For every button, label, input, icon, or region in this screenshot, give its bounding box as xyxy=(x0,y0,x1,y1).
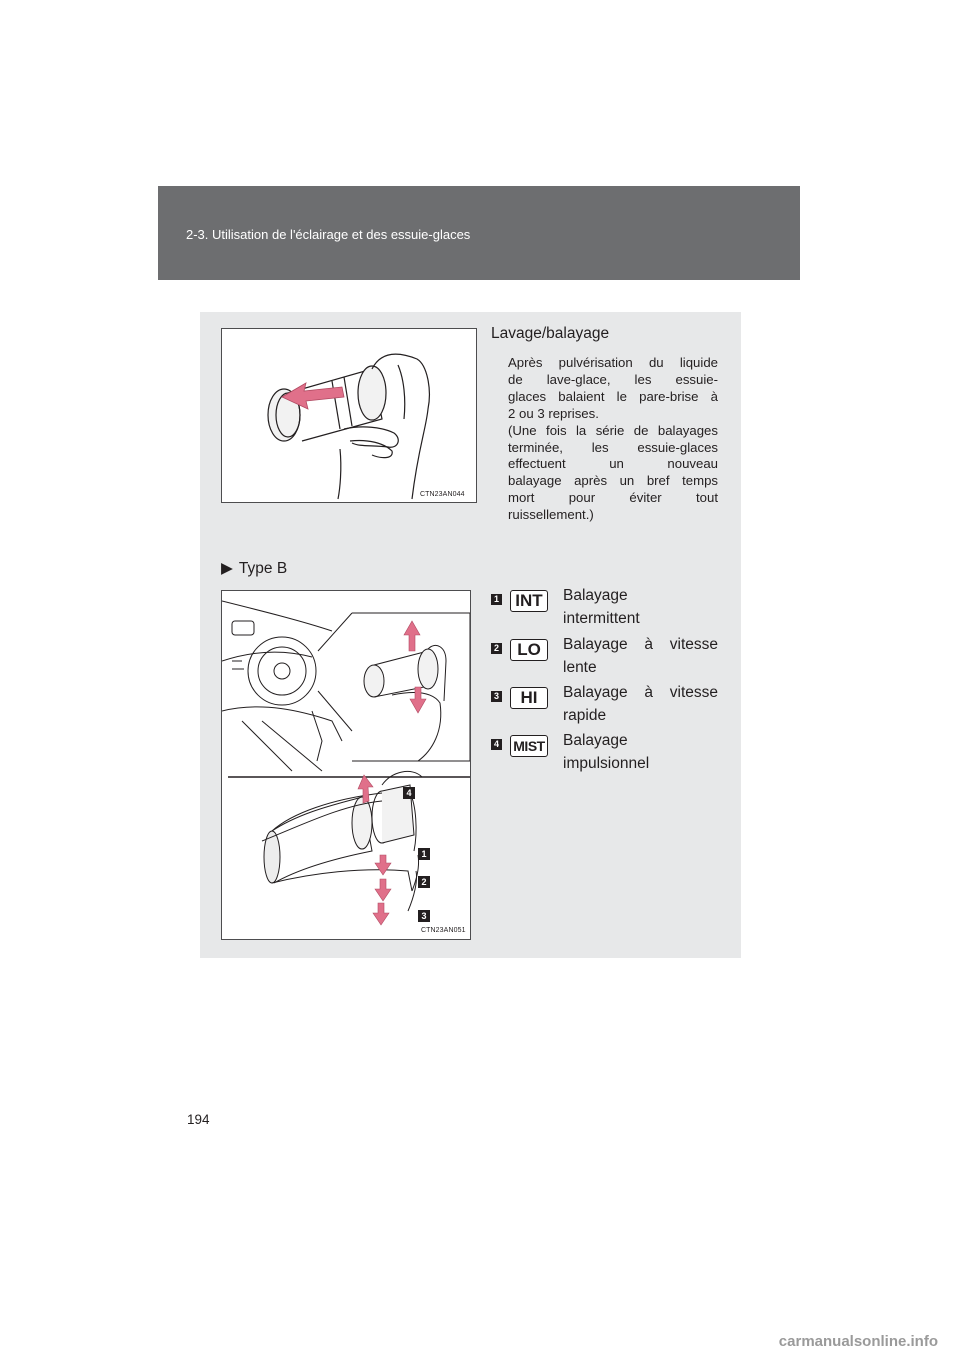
type-b-label: Type B xyxy=(238,560,288,577)
item-mist xyxy=(491,732,721,785)
section-title: 2-3. Utilisation de l'éclairage et des essuie-glaces xyxy=(186,227,471,242)
item-line: Balayage xyxy=(563,732,628,749)
mist-badge-icon: MIST xyxy=(510,735,548,757)
item-text xyxy=(563,633,718,679)
item-number: 1 xyxy=(491,594,502,605)
text-line: 2 ou 3 reprises. xyxy=(508,405,599,421)
position-tag: 3 xyxy=(418,910,430,922)
figure-code: CTN23AN044 xyxy=(420,491,465,498)
text-line: mort pour éviter tout xyxy=(508,490,718,506)
lo-badge-icon: LO xyxy=(510,639,548,661)
text-line: balayage après un bref temps xyxy=(508,473,718,489)
type-b-heading xyxy=(221,559,287,578)
text-line: ruissellement.) xyxy=(508,507,594,523)
item-text xyxy=(563,584,718,630)
item-line: Balayage à vitesse xyxy=(563,636,718,653)
position-tag: 2 xyxy=(418,876,430,888)
text-line: de lave-glace, les essuie- xyxy=(508,371,718,387)
text-line: (Une fois la série de balayages xyxy=(508,422,718,438)
item-text xyxy=(563,681,718,727)
figure-code: CTN23AN051 xyxy=(421,927,466,934)
wiper-positions-illustration xyxy=(221,590,471,940)
item-number: 2 xyxy=(491,643,502,654)
wash-lever-illustration xyxy=(221,328,477,503)
dashboard-lever-drawing xyxy=(222,591,470,939)
wash-heading: Lavage/balayage xyxy=(491,325,610,342)
item-number: 3 xyxy=(491,691,502,702)
section-header xyxy=(158,186,800,280)
position-tag: 1 xyxy=(418,848,430,860)
text-line: Après pulvérisation du liquide xyxy=(508,355,718,370)
hand-lever-drawing xyxy=(222,329,476,502)
item-line: lente xyxy=(563,659,597,676)
watermark: carmanualsonline.info xyxy=(778,1333,938,1350)
hi-badge-icon: HI xyxy=(510,687,548,709)
position-tag: 4 xyxy=(403,787,415,799)
text-line: effectuent un nouveau xyxy=(508,456,718,472)
wash-description xyxy=(508,355,718,524)
item-number: 4 xyxy=(491,739,502,750)
item-line: Balayage xyxy=(563,587,628,604)
item-line: intermittent xyxy=(563,610,640,627)
int-badge-icon: INT xyxy=(510,590,548,612)
page-number: 194 xyxy=(187,1112,210,1127)
item-line: rapide xyxy=(563,707,607,724)
text-line: terminée, les essuie-glaces xyxy=(508,439,718,455)
text-line: glaces balaient le pare-brise à xyxy=(508,388,718,404)
item-text xyxy=(563,729,718,775)
triangle-marker-icon: ▶ xyxy=(221,560,233,577)
item-line: Balayage à vitesse xyxy=(563,684,718,701)
item-line: impulsionnel xyxy=(563,755,650,772)
